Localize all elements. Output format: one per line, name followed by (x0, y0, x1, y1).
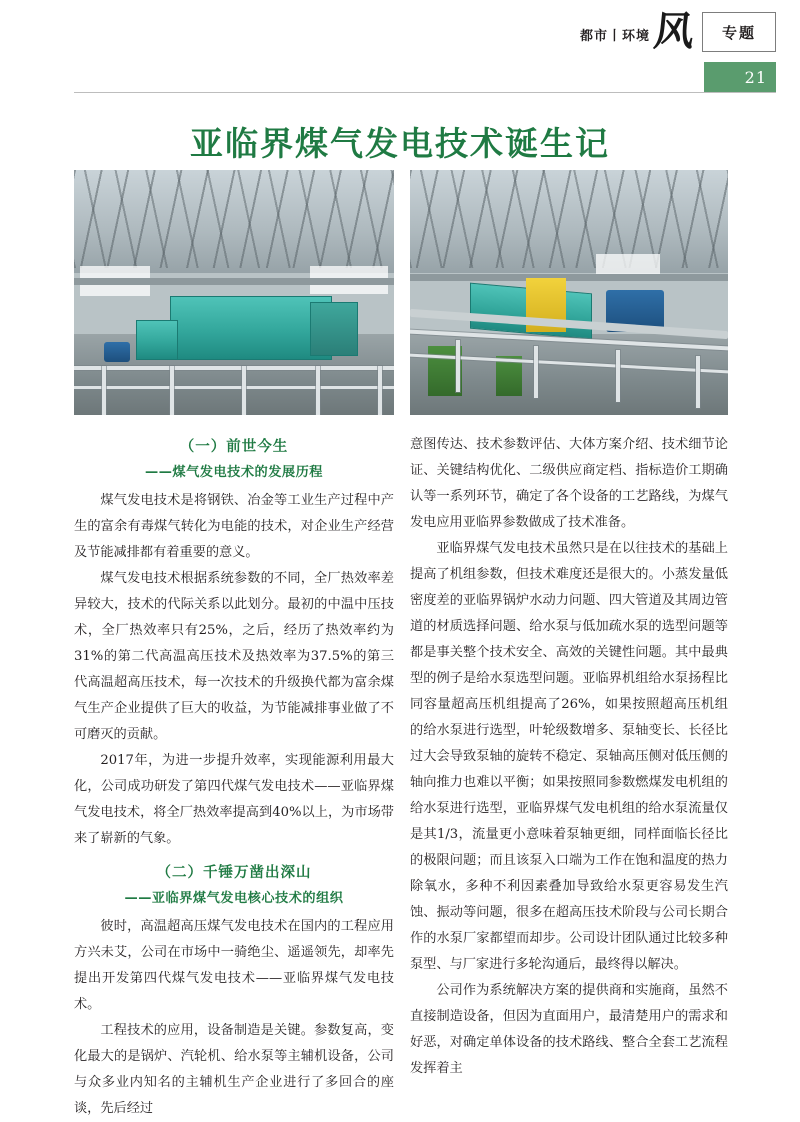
photo-crane-beam (74, 278, 394, 285)
page-number-badge: 21 (704, 62, 776, 92)
paragraph: 亚临界煤气发电技术虽然只是在以往技术的基础上提高了机组参数，但技术难度还是很大的。小蒸发量低密度差的亚临界锅炉水动力问题、四大管道及其周边管道的材质选择问题、给水泵与低加疏水泵的选型问题等都是事关整个技术安全、高效的关键性问题。其中最典型的例子是给水泵选型问题。亚临界机组给水泵扬程比同容量超高压机组提高了26%，如果按照超高压机组的给水泵进行选型，叶轮级数增多、泵轴变长、长径比过大会导致泵轴的旋转不稳定、泵轴高压侧对低压侧的轴向推力也难以平衡；如果按照同参数燃煤发电机组的给水泵进行选型，亚临界煤气发电机组的给水泵流量仅是其1/3，流量更小意味着泵轴更细，同样面临长径比的极限问题；而且该泵入口端为工作在饱和温度的热力除氧水，多种不利因素叠加导致给水泵更容易发生汽蚀、振动等问题，很多在超高压技术阶段与公司长期合作的水泵厂家都望而却步。公司设计团队通过比较多种泵型、与厂家进行多轮沟通后，最终得以解决。 (410, 541, 728, 972)
photo-rail-post (102, 366, 106, 415)
photo-turquoise-machine-small (136, 320, 178, 360)
header-divider (74, 92, 776, 93)
photo-rail-post (378, 366, 382, 415)
photo-rail-post (534, 346, 538, 398)
photo-handrail (74, 366, 394, 370)
paragraph: 意图传达、技术参数评估、大体方案介绍、技术细节论证、关键结构优化、二级供应商定档、指标造价工期确认等一系列环节，确定了各个设备的工艺路线，为煤气发电应用亚临界参数做成了技术准备。 (410, 437, 728, 530)
section-tab: 专题 (702, 12, 776, 52)
paragraph: 公司作为系统解决方案的提供商和实施商，虽然不直接制造设备，但因为直面用户，最清楚用户的需求和好恶，对确定单体设备的技术路线、整合全套工艺流程发挥着主 (410, 983, 728, 1076)
paragraph: 煤气发电技术根据系统参数的不同，全厂热效率差异较大，技术的代际关系以此划分。最初的中温中压技术，全厂热效率只有25%，之后，经历了热效率约为31%的第二代高温高压技术及热效率为37.5%的第三代高温超高压技术，每一次技术的升级换代都为富余煤气生产企业提供了巨大的收益，为节能减排事业做了不可磨灭的贡献。 (74, 571, 394, 742)
section-heading-1: （一）前世今生 (179, 439, 289, 455)
photo-roof-trusses (410, 170, 728, 268)
photo-turquoise-machine-end (310, 302, 358, 356)
body-column-right (410, 432, 728, 1082)
section-heading-2: （二）千锤万凿出深山 (156, 865, 312, 881)
paragraph: 彼时，高温超高压煤气发电技术在国内的工程应用方兴未艾，公司在市场中一骑绝尘、遥遥领先，却率先提出开发第四代煤气发电技术——亚临界煤气发电技术。 (74, 919, 394, 1012)
section-subheading-1: ——煤气发电技术的发展历程 (145, 465, 323, 480)
photo-crane-beam (410, 274, 728, 281)
section-subheading-2: ——亚临界煤气发电核心技术的组织 (124, 891, 344, 906)
page-header (0, 0, 800, 112)
photo-powerhouse-interior-left (74, 170, 394, 415)
masthead-title: 都市丨环境 (579, 29, 650, 44)
paragraph: 2017年，为进一步提升效率，实现能源利用最大化，公司成功研发了第四代煤气发电技术——亚临界煤气发电技术，将全厂热效率提高到40%以上，为市场带来了崭新的气象。 (74, 753, 394, 846)
photo-roof-trusses (74, 170, 394, 268)
photo-rail-post (456, 340, 460, 392)
paragraph: 工程技术的应用，设备制造是关键。参数复高，变化最大的是锅炉、汽轮机、给水泵等主辅机设备，公司与众多业内知名的主辅机生产企业进行了多回合的座谈，先后经过 (74, 1023, 394, 1116)
masthead-logo-glyph: 风 (651, 8, 697, 55)
photo-rail-post (316, 366, 320, 415)
photo-handrail (74, 386, 394, 389)
paragraph: 煤气发电技术是将钢铁、冶金等工业生产过程中产生的富余有毒煤气转化为电能的技术，对企业生产经营及节能减排都有着重要的意义。 (74, 493, 394, 560)
photo-rail-post (170, 366, 174, 415)
body-column-left (74, 432, 394, 1122)
masthead (579, 8, 697, 55)
photo-powerhouse-interior-right (410, 170, 728, 415)
spacer (74, 852, 394, 858)
photo-turquoise-machine (170, 296, 332, 360)
photo-blue-unit (104, 342, 130, 362)
photo-rail-post (616, 350, 620, 402)
photo-rail-post (696, 356, 700, 408)
page-title: 亚临界煤气发电技术诞生记 (190, 124, 610, 163)
photo-rail-post (242, 366, 246, 415)
